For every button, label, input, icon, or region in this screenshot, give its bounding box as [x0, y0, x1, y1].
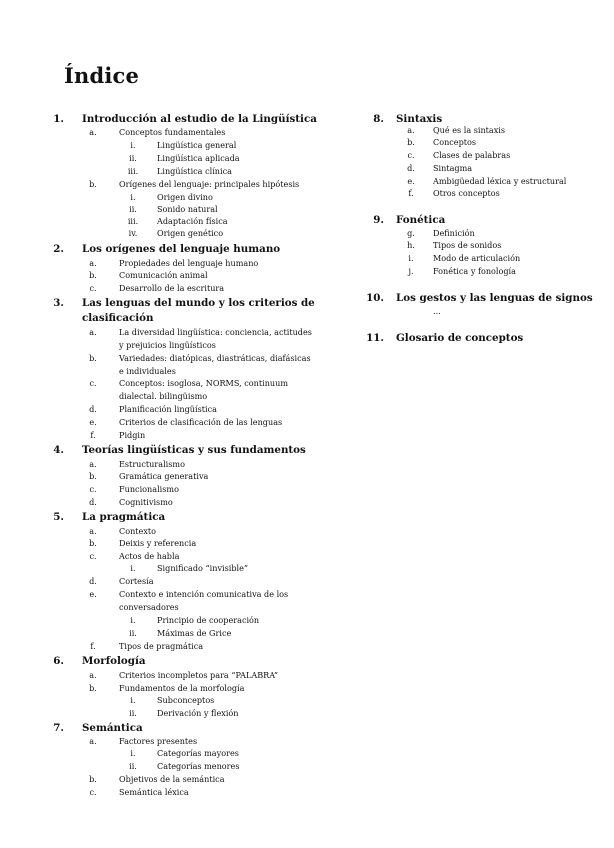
toc-entry-label: Deixis y referencia: [119, 538, 197, 548]
toc-number: iii.: [127, 166, 139, 176]
toc-number: h.: [407, 240, 415, 250]
toc-entry-label: Glosario de conceptos: [396, 332, 524, 344]
toc-number: 2.: [53, 243, 64, 255]
toc-entry-label: Qué es la sintaxis: [433, 125, 506, 135]
toc-entry-label: Semántica léxica: [119, 787, 189, 797]
toc-entry-label: Fonética: [396, 214, 446, 226]
toc-number: 11.: [366, 332, 384, 344]
toc-number: a.: [407, 125, 415, 135]
toc-number: f.: [90, 430, 96, 440]
toc-entry-label: Tipos de sonidos: [433, 240, 502, 250]
toc-number: g.: [407, 228, 415, 238]
toc-entry-label: Planificación lingüística: [119, 404, 217, 414]
toc-entry-label: Sintagma: [433, 163, 473, 173]
toc-number: d.: [89, 576, 97, 586]
toc-number: a.: [89, 736, 97, 746]
toc-entry-label: Fonética y fonología: [433, 266, 516, 276]
toc-entry-label: Modo de articulación: [433, 253, 521, 263]
toc-entry-label: Pidgin: [119, 430, 146, 440]
toc-number: j.: [408, 266, 414, 276]
toc-number: 8.: [373, 113, 384, 125]
toc-entry-label: Factores presentes: [119, 736, 198, 746]
toc-entry-label: Fundamentos de la morfología: [119, 683, 245, 693]
toc-number: d.: [89, 404, 97, 414]
toc-entry-label: Funcionalismo: [119, 484, 179, 494]
toc-number: b.: [89, 270, 97, 280]
toc-number: iii.: [127, 216, 139, 226]
toc-entry-label: Definición: [433, 228, 475, 238]
toc-number: b.: [89, 353, 97, 363]
toc-entry-label: Conceptos fundamentales: [119, 127, 226, 137]
toc-entry-label: Los orígenes del lenguaje humano: [82, 243, 281, 255]
toc-entry-label: y prejuicios lingüísticos: [119, 340, 216, 350]
toc-number: ii.: [129, 708, 137, 718]
toc-entry-label: Desarrollo de la escritura: [119, 283, 225, 293]
toc-number: 6.: [53, 655, 64, 667]
toc-entry-label: Cortesía: [119, 576, 154, 586]
toc-number: e.: [89, 589, 97, 599]
toc-entry-label: Lingüística general: [157, 140, 237, 150]
toc-number: i.: [130, 192, 136, 202]
toc-entry-label: Cognitivismo: [119, 497, 173, 507]
toc-entry-label: conversadores: [119, 602, 179, 612]
toc-number: c.: [89, 378, 97, 388]
toc-entry-label: Derivación y flexión: [157, 708, 239, 718]
toc-number: i.: [130, 563, 136, 573]
toc-number: b.: [89, 774, 97, 784]
toc-number: a.: [89, 258, 97, 268]
toc-number: ii.: [129, 761, 137, 771]
toc-entry-label: Otros conceptos: [433, 188, 500, 198]
toc-entry-label: Contexto e intención comunicativa de los: [119, 589, 289, 599]
toc-number: f.: [408, 188, 414, 198]
toc-number: i.: [130, 748, 136, 758]
toc-entry-label: Sintaxis: [396, 113, 443, 125]
toc-number: b.: [407, 137, 415, 147]
toc-number: ii.: [129, 628, 137, 638]
toc-number: e.: [407, 176, 415, 186]
toc-entry-label: Máximas de Grice: [157, 628, 232, 638]
toc-number: ii.: [129, 153, 137, 163]
toc-entry-label: clasificación: [82, 312, 154, 324]
toc-entry-label: Adaptación física: [157, 216, 228, 226]
toc-number: a.: [89, 459, 97, 469]
toc-entry-label: dialectal. bilingüismo: [119, 391, 208, 401]
toc-entry-label: La diversidad lingüística: conciencia, actitudes: [119, 327, 312, 337]
toc-entry-label: Introducción al estudio de la Lingüística: [82, 113, 317, 125]
toc-number: 9.: [373, 214, 384, 226]
toc-entry-label: Lingüística clínica: [157, 166, 232, 176]
toc-entry-label: Criterios de clasificación de las lenguas: [119, 417, 283, 427]
toc-entry-label: Comunicación animal: [119, 270, 208, 280]
toc-number: 7.: [53, 722, 64, 734]
toc-number: d.: [407, 163, 415, 173]
toc-number: c.: [89, 283, 97, 293]
toc-entry-label: Los gestos y las lenguas de signos: [396, 292, 593, 304]
toc-entry-label: Variedades: diatópicas, diastráticas, diafásicas: [119, 353, 311, 363]
toc-entry-label: Origen genético: [157, 228, 224, 238]
toc-entry-label: Actos de habla: [119, 551, 180, 561]
toc-entry-label: Sonido natural: [157, 204, 218, 214]
toc-entry-label: Conceptos: isoglosa, NORMS, continuum: [119, 378, 289, 388]
toc-number: b.: [89, 538, 97, 548]
toc-entry-label: Criterios incompletos para “PALABRA”: [119, 670, 279, 680]
toc-entry-label: Contexto: [119, 526, 157, 536]
toc-entry-label: Principio de cooperación: [157, 615, 260, 625]
toc-number: c.: [89, 787, 97, 797]
toc-entry-label: Objetivos de la semántica: [119, 774, 225, 784]
toc-entry-label: Subconceptos: [157, 695, 215, 705]
toc-number: a.: [89, 670, 97, 680]
toc-number: b.: [89, 179, 97, 189]
toc-entry-label: Conceptos: [433, 137, 477, 147]
toc-entry-label: Ambigüedad léxica y estructural: [433, 176, 567, 186]
toc-entry-label: Estructuralismo: [119, 459, 185, 469]
toc-number: b.: [89, 683, 97, 693]
toc-entry-label: Propiedades del lenguaje humano: [119, 258, 259, 268]
toc-entry-label: Tipos de pragmática: [119, 641, 204, 651]
toc-number: ii.: [129, 204, 137, 214]
toc-number: f.: [90, 641, 96, 651]
toc-entry-label: Gramática generativa: [119, 471, 209, 481]
toc-number: d.: [89, 497, 97, 507]
toc-number: 5.: [53, 511, 64, 523]
toc-entry-label: Morfología: [82, 655, 146, 667]
toc-entry-label: Las lenguas del mundo y los criterios de: [82, 297, 315, 309]
toc-entry-label: Categorías mayores: [157, 748, 239, 758]
toc-number: i.: [130, 695, 136, 705]
toc-entry-label: Semántica: [82, 722, 143, 734]
toc-number: b.: [89, 471, 97, 481]
toc-number: 10.: [366, 292, 384, 304]
toc-number: iv.: [128, 228, 138, 238]
toc-entry-label: e individuales: [119, 366, 176, 376]
toc-number: c.: [89, 551, 97, 561]
toc-number: i.: [130, 615, 136, 625]
page-title: Índice: [64, 63, 140, 88]
toc-entry-label: Significado “invisible”: [157, 563, 249, 573]
toc-entry-label: Orígenes del lenguaje: principales hipótesis: [119, 179, 300, 189]
toc-number: a.: [89, 327, 97, 337]
toc-number: 4.: [53, 444, 64, 456]
toc-entry-label: Lingüística aplicada: [157, 153, 240, 163]
toc-entry-label: Origen divino: [157, 192, 213, 202]
toc-entry-label: Categorías menores: [157, 761, 240, 771]
toc-number: 3.: [53, 297, 64, 309]
toc-number: a.: [89, 526, 97, 536]
toc-entry-label: Teorías lingüísticas y sus fundamentos: [82, 444, 306, 456]
toc-number: c.: [89, 484, 97, 494]
toc-number: e.: [89, 417, 97, 427]
toc-number: i.: [408, 253, 414, 263]
toc-number: a.: [89, 127, 97, 137]
toc-number: c.: [407, 150, 415, 160]
toc-number: 1.: [53, 113, 64, 125]
toc-entry-label: Clases de palabras: [433, 150, 511, 160]
toc-entry-label: ...: [433, 306, 441, 316]
toc-number: i.: [130, 140, 136, 150]
toc-entry-label: La pragmática: [82, 511, 166, 523]
